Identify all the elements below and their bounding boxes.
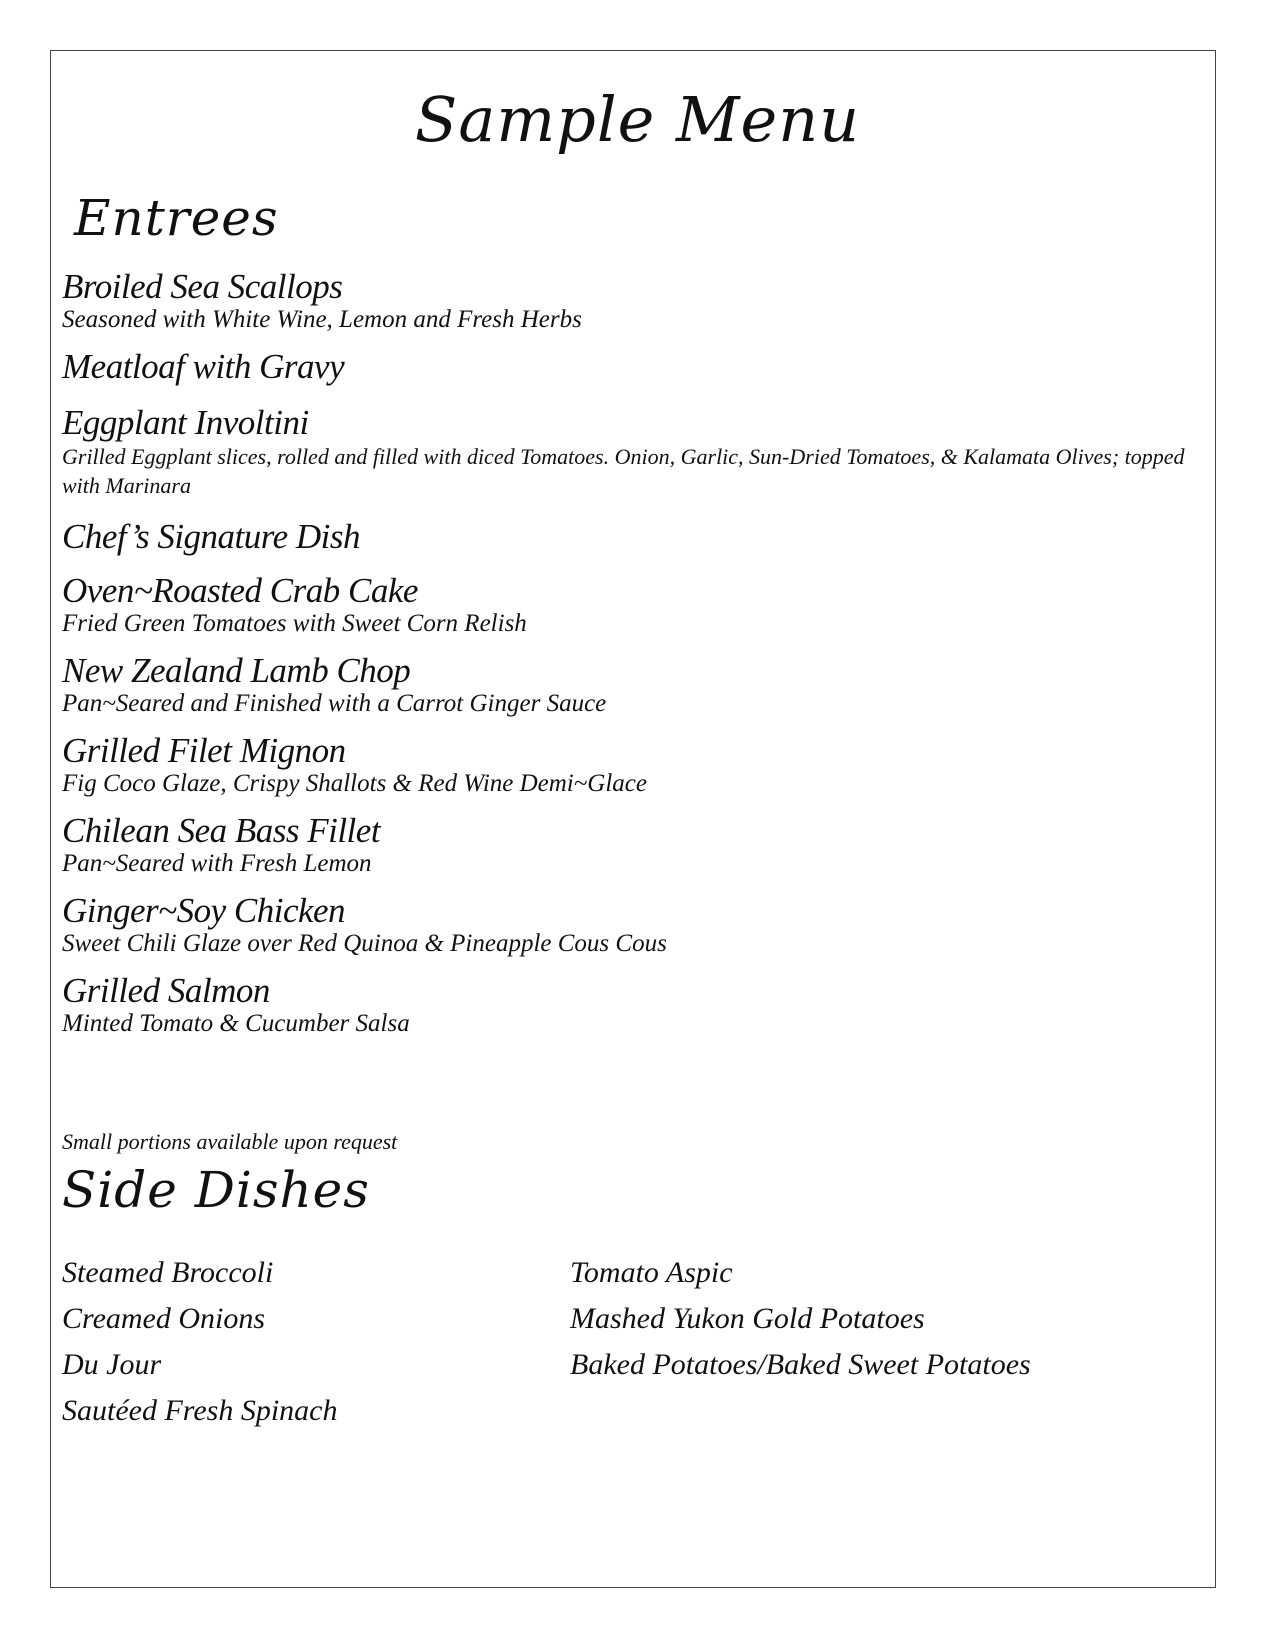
entree-item [62, 892, 1212, 958]
entree-description: Pan~Seared and Finished with a Carrot Ginger Sauce [62, 690, 607, 717]
entree-name: Grilled Filet Mignon [62, 731, 346, 770]
side-dish-item: Steamed Broccoli [62, 1256, 274, 1289]
menu-title: Sample Menu [414, 83, 861, 156]
entree-item [62, 812, 1212, 878]
entree-item [62, 518, 1212, 556]
side-dish-item: Du Jour [62, 1348, 162, 1381]
entree-description: Pan~Seared with Fresh Lemon [62, 850, 372, 877]
side-dish-item: Creamed Onions [62, 1302, 266, 1335]
side-dish-item: Baked Potatoes/Baked Sweet Potatoes [570, 1348, 1031, 1381]
entree-name: Grilled Salmon [62, 971, 270, 1010]
entree-description: Fried Green Tomatoes with Sweet Corn Relish [62, 610, 527, 637]
entree-name: Oven~Roasted Crab Cake [62, 571, 418, 610]
side-dish-item: Sautéed Fresh Spinach [62, 1394, 338, 1427]
side-dishes-list [62, 1250, 1182, 1450]
entree-description: Minted Tomato & Cucumber Salsa [62, 1010, 410, 1037]
side-dishes-left-column [62, 1250, 338, 1434]
entree-item [62, 732, 1212, 798]
entree-item [62, 404, 1212, 500]
entree-item [62, 572, 1212, 638]
entree-name: Eggplant Involtini [62, 403, 309, 442]
entree-name: Chef’s Signature Dish [62, 517, 361, 556]
entree-name: Broiled Sea Scallops [62, 267, 343, 306]
entree-description: Sweet Chili Glaze over Red Quinoa & Pineapple Cous Cous [62, 930, 667, 957]
entree-name: Meatloaf with Gravy [62, 347, 345, 386]
entree-item [62, 652, 1212, 718]
entree-description: Grilled Eggplant slices, rolled and filled with diced Tomatoes. Onion, Garlic, Sun-Dried Tomatoes, & Kalamata Olives; topped with Marinara [62, 444, 1185, 498]
entree-name: Chilean Sea Bass Fillet [62, 811, 381, 850]
entree-name: New Zealand Lamb Chop [62, 651, 411, 690]
entree-item [62, 348, 1212, 386]
side-dishes-right-column [570, 1250, 1031, 1388]
entree-item [62, 268, 1212, 334]
entree-description: Seasoned with White Wine, Lemon and Fresh Herbs [62, 306, 582, 333]
entree-item [62, 972, 1212, 1038]
entrees-list [62, 268, 1212, 1052]
entree-description: Fig Coco Glaze, Crispy Shallots & Red Wine Demi~Glace [62, 770, 647, 797]
entree-name: Ginger~Soy Chicken [62, 891, 346, 930]
portions-note: Small portions available upon request [62, 1129, 398, 1154]
entrees-heading: Entrees [74, 189, 279, 247]
side-dish-item: Mashed Yukon Gold Potatoes [570, 1302, 925, 1335]
side-dishes-heading: Side Dishes [62, 1161, 370, 1219]
side-dish-item: Tomato Aspic [570, 1256, 733, 1289]
